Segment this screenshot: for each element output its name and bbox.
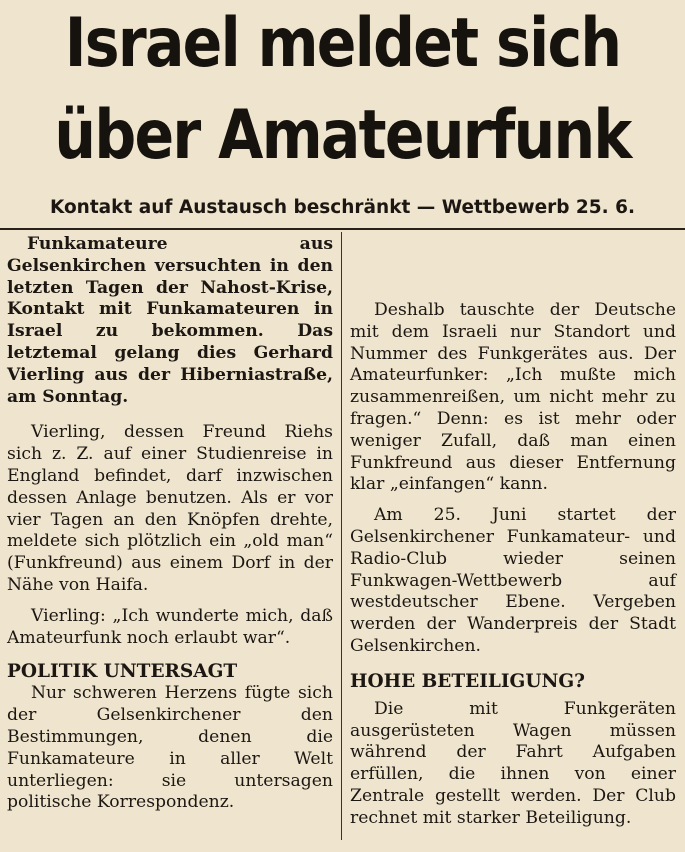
article-column-right [350, 234, 676, 830]
horizontal-rule [0, 228, 685, 230]
section-heading: HOHE BETEILIGUNG? [350, 670, 586, 692]
body-paragraph: Vierling: „Ich wunderte mich, daß Amateurfunk noch erlaubt war“. [7, 605, 333, 648]
subheadline: Kontakt auf Austausch beschränkt — Wettbewerb 25. 6. [49, 197, 636, 218]
body-paragraph: Nur schweren Herzens fügte sich der Gelsenkirchener den Bestimmungen, denen die Funkamateure in aller Welt unterliegen: sie untersagen politische Korrespondenz. [7, 683, 333, 813]
body-paragraph: Vierling, dessen Freund Riehs sich z. Z. auf einer Studienreise in England befindet, darf inzwischen dessen Anlage benutzen. Als er vor vier Tagen an den Knöpfen drehte, meldete sich plötzlich ein „old man“ (Funkfreund) aus einem Dorf in der Nähe von Haifa. [7, 422, 333, 595]
section-heading: POLITIK UNTERSAGT [7, 661, 238, 683]
headline-line-1: Israel meldet sich [64, 4, 621, 83]
body-paragraph: Am 25. Juni startet der Gelsenkirchener Funkamateur- und Radio-Club wieder seinen Funkwagen-Wettbewerb auf westdeutscher Ebene. Vergeben werden der Wanderpreis der Stadt Gelsenkirchen. [350, 505, 676, 656]
column-divider [341, 232, 342, 840]
body-paragraph: Die mit Funkgeräten ausgerüsteten Wagen müssen während der Fahrt Aufgaben erfüllen, die ihnen von einer Zentrale gestellt werden. Der Club rechnet mit starker Beteiligung. [350, 698, 676, 828]
body-paragraph: Deshalb tauschte der Deutsche mit dem Israeli nur Standort und Nummer des Funkgerätes aus. Der Amateurfunker: „Ich mußte mich zusammenreißen, um nicht mehr zu fragen.“ Denn: es ist mehr oder weniger Zufall, daß man einen Funkfreund aus dieser Entfernung klar „einfangen“ kann. [350, 300, 676, 495]
article-column-left [7, 234, 333, 814]
lead-paragraph: Funkamateure aus Gelsenkirchen versuchten in den letzten Tagen der Nahost-Krise, Kontakt mit Funkamateuren in Israel zu bekommen. Das letztemal gelang dies Gerhard Vierling aus der Hiberniastraße, am Sonntag. [7, 234, 333, 407]
headline-line-2: über Amateurfunk [54, 96, 631, 175]
